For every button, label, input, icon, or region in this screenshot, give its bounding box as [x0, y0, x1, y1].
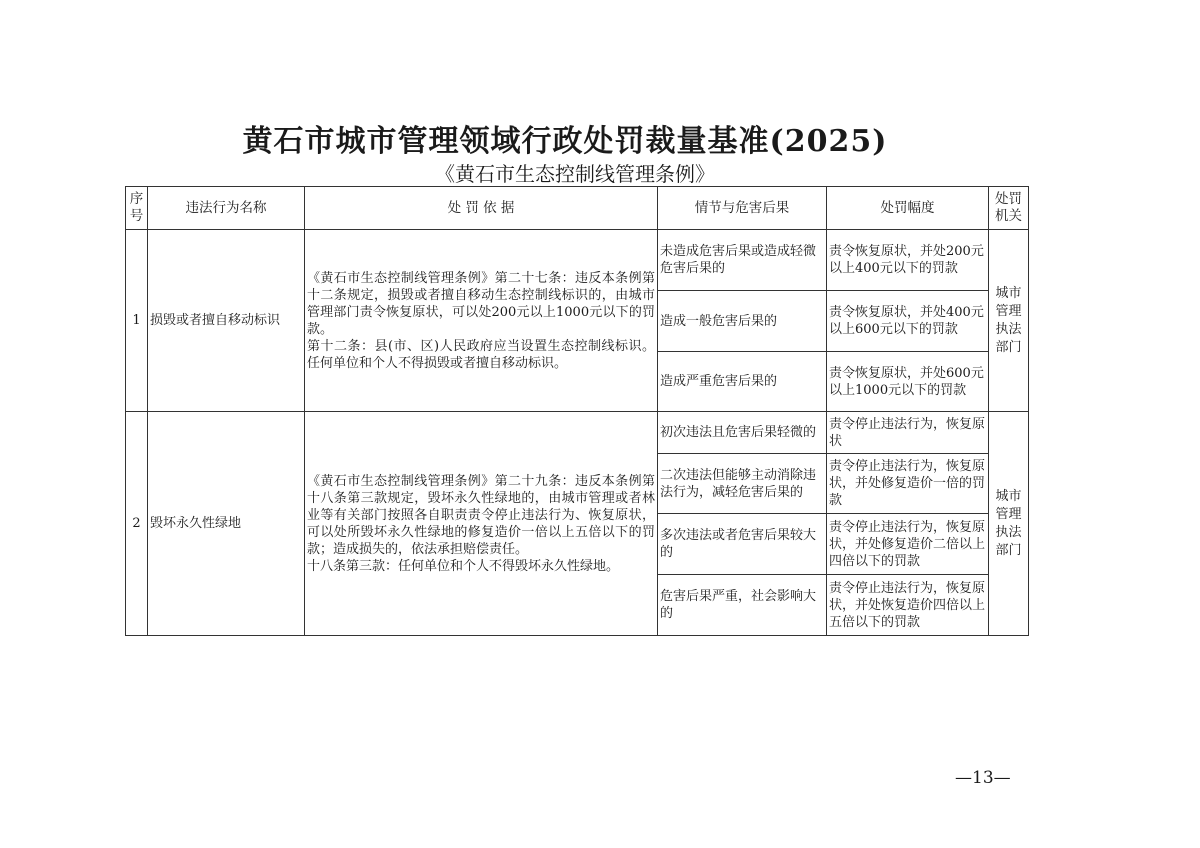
range-cell: 责令恢复原状，并处200元以上400元以下的罚款	[827, 230, 989, 291]
circumstance-cell: 造成一般危害后果的	[658, 291, 827, 352]
basis-paragraph: 第十二条：县(市、区)人民政府应当设置生态控制线标识。任何单位和个人不得损毁或者擅自移动标识。	[307, 338, 655, 371]
basis-paragraph: 十八条第三款：任何单位和个人不得毁坏永久性绿地。	[307, 558, 620, 574]
circumstance-cell: 未造成危害后果或造成轻微危害后果的	[658, 230, 827, 291]
item-basis	[305, 412, 658, 636]
item-no: 1	[126, 230, 148, 412]
range-cell: 责令停止违法行为，恢复原状，并处修复造价一倍的罚款	[827, 454, 989, 514]
basis-paragraph: 《黄石市生态控制线管理条例》第二十七条：违反本条例第十二条规定，损毁或者擅自移动生态控制线标识的，由城市管理部门责令恢复原状，可以处200元以上1000元以下的罚款。	[307, 270, 655, 337]
document-title: 黄石市城市管理领域行政处罚裁量基准(2025)	[242, 124, 888, 159]
range-cell: 责令停止违法行为，恢复原状，并处恢复造价四倍以上五倍以下的罚款	[827, 575, 989, 636]
header-name: 违法行为名称	[148, 187, 305, 230]
table-row	[126, 412, 1029, 454]
range-cell: 责令恢复原状，并处600元以上1000元以下的罚款	[827, 352, 989, 412]
item-basis	[305, 230, 658, 412]
basis-paragraph: 《黄石市生态控制线管理条例》第二十九条：违反本条例第十八条第三款规定，毁坏永久性绿地的，由城市管理或者林业等有关部门按照各自职责责令停止违法行为、恢复原状，可以处所毁坏永久性绿地的修复造价一倍以上五倍以下的罚款；造成损失的，依法承担赔偿责任。	[307, 473, 655, 557]
header-authority: 处罚机关	[989, 187, 1029, 230]
table-row	[126, 230, 1029, 291]
header-no: 序号	[126, 187, 148, 230]
circumstance-cell: 初次违法且危害后果轻微的	[658, 412, 827, 454]
page-number: —13—	[955, 768, 1011, 788]
item-name: 损毁或者擅自移动标识	[148, 230, 305, 412]
penalty-table	[125, 186, 1029, 636]
circumstance-cell: 造成严重危害后果的	[658, 352, 827, 412]
range-cell: 责令恢复原状，并处400元以上600元以下的罚款	[827, 291, 989, 352]
item-no: 2	[126, 412, 148, 636]
table-header-row	[126, 187, 1029, 230]
authority-cell: 城市管理执法部门	[989, 230, 1029, 412]
header-basis: 处 罚 依 据	[305, 187, 658, 230]
circumstance-cell: 多次违法或者危害后果较大的	[658, 514, 827, 575]
circumstance-cell: 危害后果严重，社会影响大的	[658, 575, 827, 636]
range-cell: 责令停止违法行为，恢复原状，并处修复造价二倍以上四倍以下的罚款	[827, 514, 989, 575]
document-subtitle: 《黄石市生态控制线管理条例》	[435, 162, 715, 186]
item-name: 毁坏永久性绿地	[148, 412, 305, 636]
authority-cell: 城市管理执法部门	[989, 412, 1029, 636]
circumstance-cell: 二次违法但能够主动消除违法行为，减轻危害后果的	[658, 454, 827, 514]
range-cell: 责令停止违法行为，恢复原状	[827, 412, 989, 454]
header-circumstance: 情节与危害后果	[658, 187, 827, 230]
header-range: 处罚幅度	[827, 187, 989, 230]
